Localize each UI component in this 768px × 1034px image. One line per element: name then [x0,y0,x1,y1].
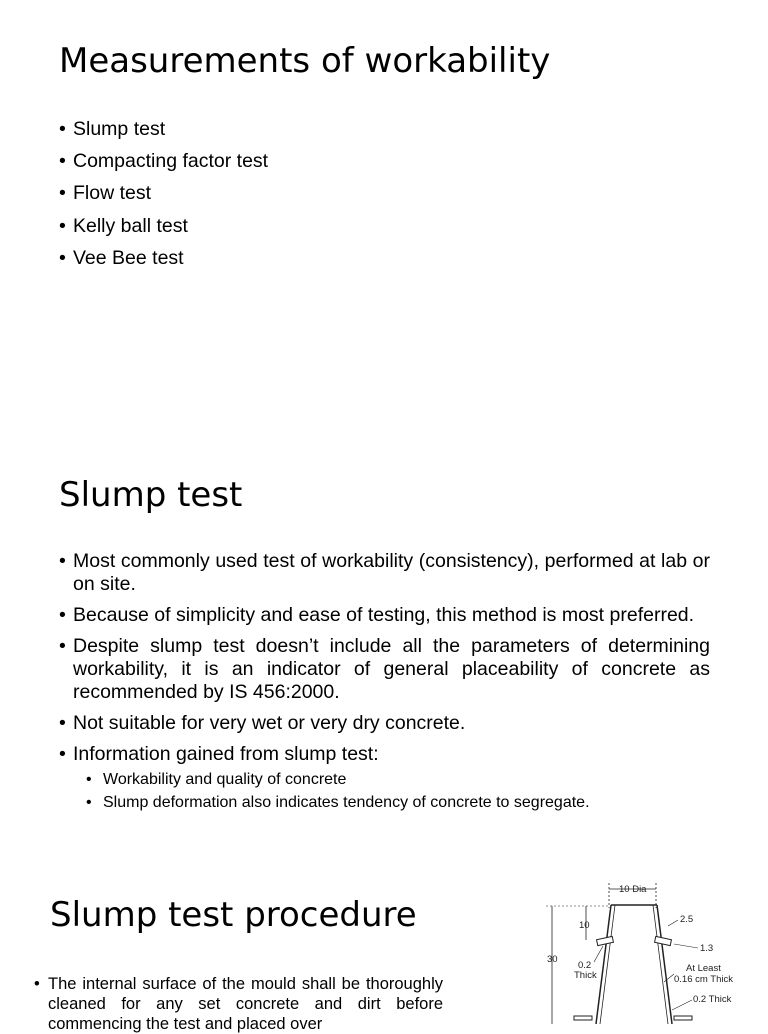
sub-list-item: • Slump deformation also indicates tendency of concrete to segregate. [86,792,710,813]
handle-left [597,936,614,945]
list-item: • Most commonly used test of workability (consistency), performed at lab or on site. [59,550,710,596]
diagram-label: 1.3 [700,943,714,954]
list-item: • Flow test [59,181,719,205]
leader-line [672,1000,692,1010]
leader-line [668,920,678,926]
cone-inner-left [600,905,615,1024]
slide-title-procedure: Slump test procedure [50,895,417,935]
list-item: • Vee Bee test [59,246,719,270]
diagram-label: 0.2 Thick [574,960,597,981]
diagram-label: 30 [547,954,558,965]
foot-left [574,1016,592,1020]
list-item-text: Information gained from slump test: [73,743,379,765]
procedure-steps-list [34,974,443,1034]
list-item: • Compacting factor test [59,149,719,173]
foot-right [674,1016,692,1020]
leader-line [594,946,603,962]
list-item: • Not suitable for very wet or very dry concrete. [59,712,710,735]
cone-inner-right [653,905,668,1024]
list-item: • Kelly ball test [59,214,719,238]
cone-side-left [596,905,611,1024]
diagram-label: 10 [579,920,590,931]
diagram-label: 0.2 Thick [693,994,732,1005]
handle-right [655,936,672,945]
sub-list-item: • Workability and quality of concrete [86,769,710,790]
cone-side-right [657,905,672,1024]
workability-tests-list [59,117,719,278]
leader-line [674,944,698,948]
list-item: • Because of simplicity and ease of testing, this method is most preferred. [59,604,710,627]
diagram-label: At Least 0.16 cm Thick [674,963,733,985]
list-item: • Slump test [59,117,719,141]
sub-bullet-list [73,769,710,813]
diagram-label: 2.5 [680,914,694,925]
slide-title-slump-test: Slump test [59,475,243,515]
list-item: • Despite slump test doesn’t include all the parameters of determining workability, it is an indicator of general placeability of concrete as recommended by IS 456:2000. [59,635,710,704]
list-item-with-sublist [59,743,710,813]
slide-title-measurements: Measurements of workability [59,41,551,81]
slump-cone-diagram [538,878,768,1024]
list-item: • The internal surface of the mould shall be thoroughly cleaned for any set concrete and dirt before commencing the test and placed over [34,974,443,1034]
diagram-label: 10 Dia [619,884,647,895]
slump-test-points-list [59,550,710,821]
